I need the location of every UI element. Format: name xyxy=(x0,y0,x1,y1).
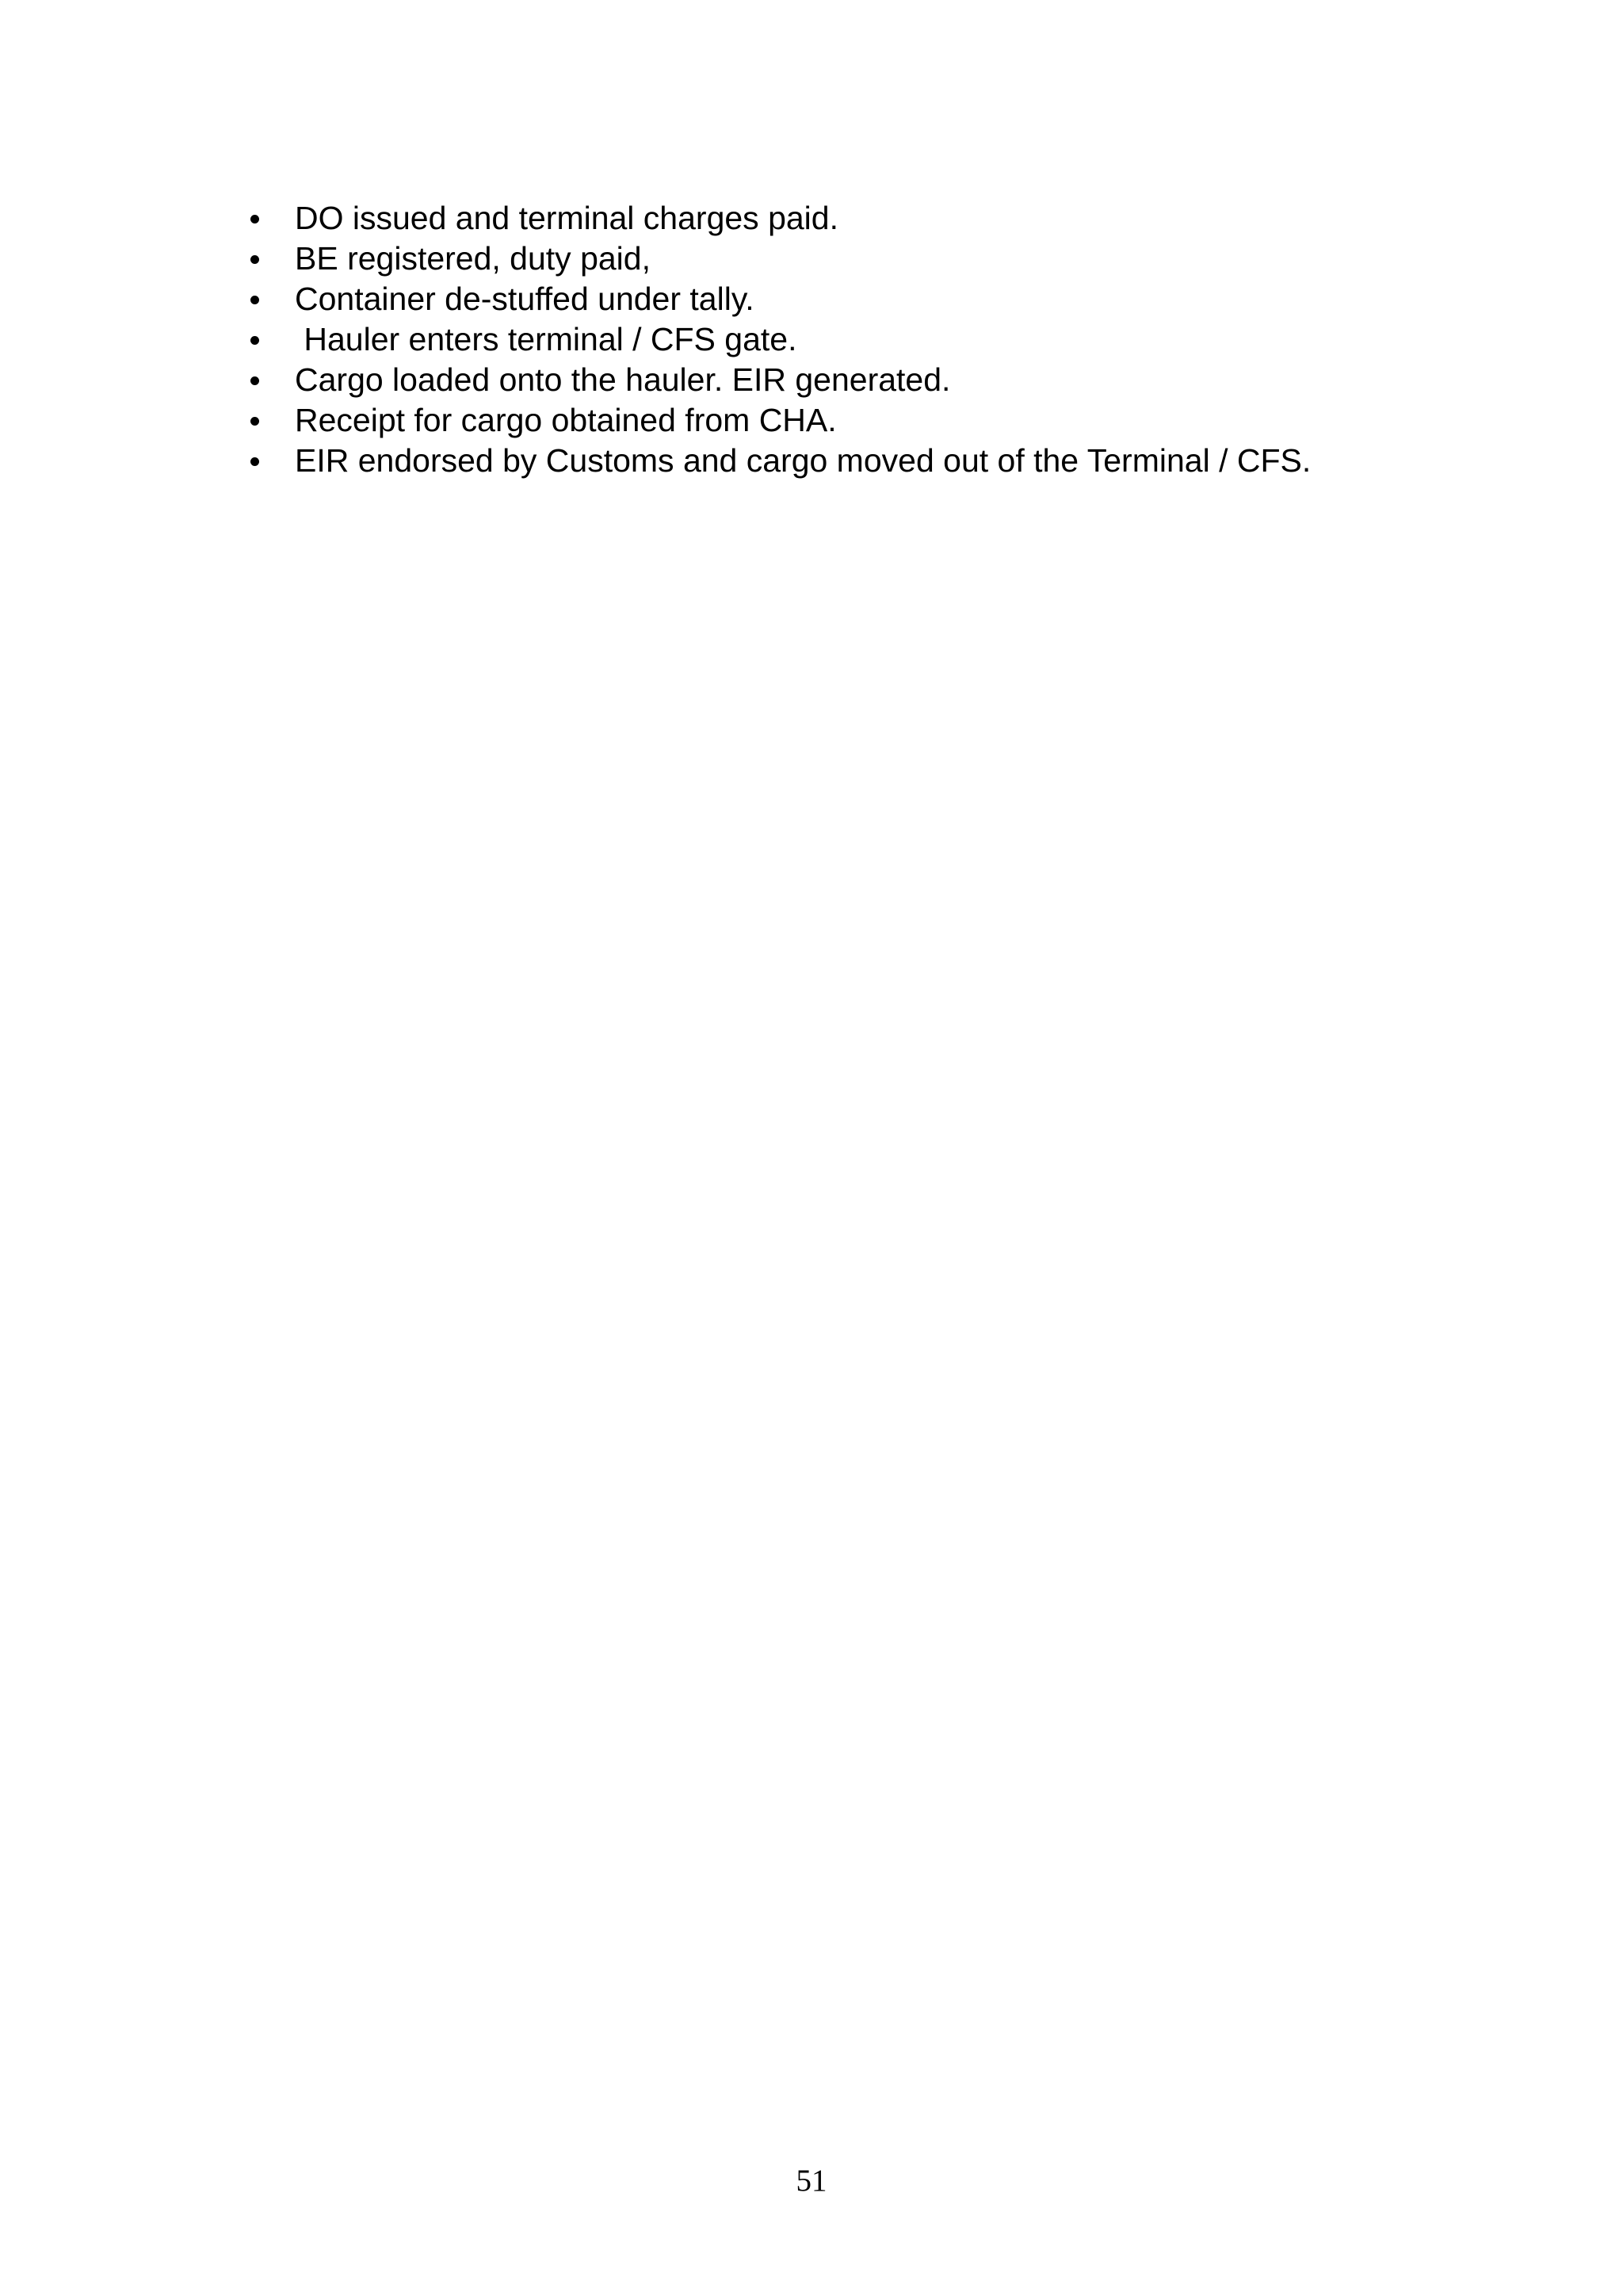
list-item xyxy=(244,198,1512,239)
bullet-icon xyxy=(250,255,259,264)
list-item xyxy=(244,400,1512,441)
list-item-text: DO issued and terminal charges paid. xyxy=(295,200,838,236)
bullet-icon xyxy=(250,296,259,304)
bullet-icon xyxy=(250,215,259,223)
list-item xyxy=(244,239,1512,279)
bullet-icon xyxy=(250,417,259,426)
bullet-list xyxy=(244,198,1512,481)
list-item xyxy=(244,279,1512,319)
bullet-icon xyxy=(250,336,259,345)
list-item-text: Receipt for cargo obtained from CHA. xyxy=(295,402,837,438)
list-item-text: BE registered, duty paid, xyxy=(295,240,651,277)
list-item xyxy=(244,360,1512,400)
list-item xyxy=(244,441,1512,481)
list-item-text: Hauler enters terminal / CFS gate. xyxy=(295,321,797,357)
bullet-icon xyxy=(250,457,259,466)
page-number: 51 xyxy=(796,2164,827,2198)
bullet-icon xyxy=(250,376,259,385)
list-item-text: Cargo loaded onto the hauler. EIR generated. xyxy=(295,361,951,398)
list-item-text: Container de-stuffed under tally. xyxy=(295,281,754,317)
list-item-text: EIR endorsed by Customs and cargo moved out of the Terminal / CFS. xyxy=(295,442,1312,479)
list-item xyxy=(244,319,1512,360)
